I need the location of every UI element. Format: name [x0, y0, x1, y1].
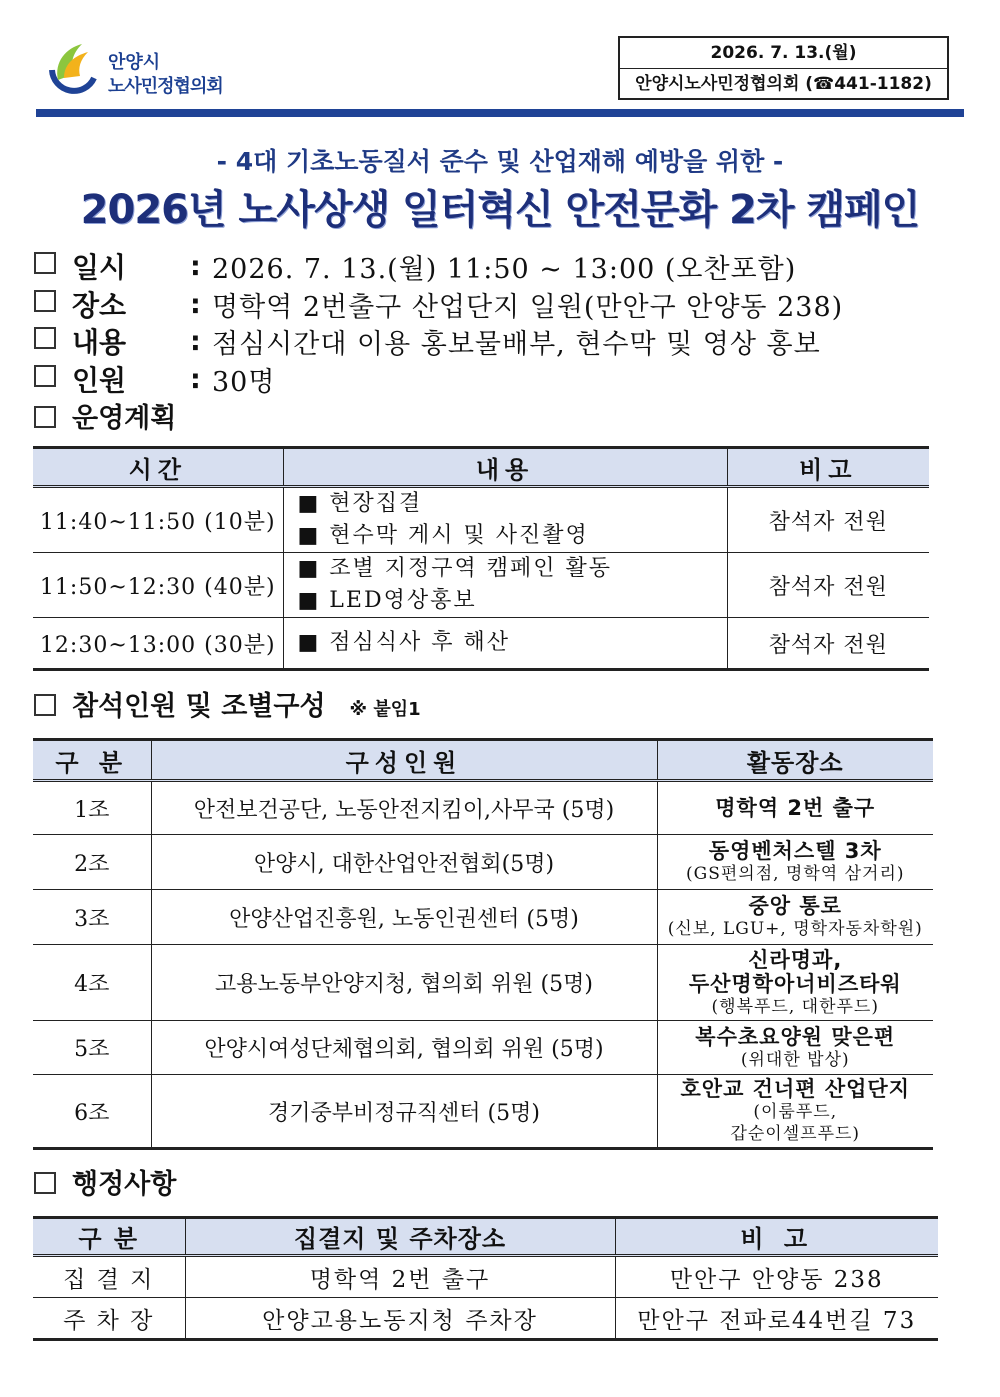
plan-note: 참석자 전원: [727, 487, 929, 553]
admin-note: 만안구 안양동 238: [615, 1256, 938, 1298]
table-header-row: [33, 740, 933, 781]
plan-time: 11:50~12:30 (40분): [33, 553, 283, 618]
date-contact-box: [618, 36, 949, 100]
table-row: [33, 1075, 933, 1149]
section-members: [34, 684, 421, 723]
admin-table: [33, 1216, 938, 1341]
checkbox-icon: [34, 406, 56, 428]
checkbox-icon: [34, 694, 56, 716]
column-header: 비 고: [615, 1218, 938, 1256]
column-header: 구 분: [33, 740, 151, 781]
column-header: 구성인원: [151, 740, 657, 781]
section-note: ※ 붙임1: [349, 699, 421, 720]
checkbox-icon: [34, 1172, 56, 1194]
place-main: 신라명과, 두산명학아너비즈타워: [688, 947, 902, 996]
group-id: 1조: [33, 781, 151, 835]
column-header: 활동장소: [657, 740, 933, 781]
plan-items: [283, 618, 727, 670]
section-plan: [34, 396, 176, 435]
place-sub: (신보, LGU+, 명학자동차학원): [667, 919, 923, 939]
group-place: [657, 781, 933, 835]
info-row-datetime: 일시 : 2026. 7. 13.(월) 11:50 ~ 13:00 (오찬포함): [34, 246, 796, 282]
info-value: 점심시간대 이용 홍보물배부, 현수막 및 영상 홍보: [212, 328, 821, 360]
checkbox-icon: [34, 365, 56, 387]
info-row-content: 내용 : 점심시간대 이용 홍보물배부, 현수막 및 영상 홍보: [34, 321, 821, 357]
group-members: 경기중부비정규직센터 (5명): [151, 1075, 657, 1149]
plan-note: 참석자 전원: [727, 553, 929, 618]
info-value: 30명: [212, 366, 276, 398]
group-place: [657, 835, 933, 890]
group-members: 안양시여성단체협의회, 협의회 위원 (5명): [151, 1021, 657, 1075]
plan-item: ■ 현수막 게시 및 사진촬영: [297, 523, 589, 548]
column-header: 내용: [283, 448, 727, 487]
admin-location: 명학역 2번 출구: [185, 1256, 615, 1298]
checkbox-icon: [34, 252, 56, 274]
group-id: 2조: [33, 835, 151, 890]
column-header: 구 분: [33, 1218, 185, 1256]
doc-date: 2026. 7. 13.(월): [620, 38, 947, 69]
info-key: 장소: [72, 289, 127, 322]
checkbox-icon: [34, 290, 56, 312]
plan-item: ■ 현장집결: [297, 491, 423, 516]
table-header-row: [33, 448, 929, 487]
group-place: [657, 890, 933, 945]
group-id: 4조: [33, 945, 151, 1021]
group-members: 안전보건공단, 노동안전지킴이,사무국 (5명): [151, 781, 657, 835]
plan-item: ■ 점심식사 후 해산: [297, 630, 511, 655]
info-row-place: 장소 : 명학역 2번출구 산업단지 일원(만안구 안양동 238): [34, 284, 843, 320]
group-place: [657, 1021, 933, 1075]
info-key: 인원: [72, 364, 127, 397]
column-header: 시간: [33, 448, 283, 487]
info-value: 명학역 2번출구 산업단지 일원(만안구 안양동 238): [212, 291, 844, 323]
plan-items: [283, 553, 727, 618]
page-title: 2026년 노사상생 일터혁신 안전문화 2차 캠페인: [80, 187, 920, 233]
admin-kind: 집 결 지: [33, 1256, 185, 1298]
group-members: 안양산업진흥원, 노동인권센터 (5명): [151, 890, 657, 945]
info-key: 일시: [72, 251, 127, 284]
plan-items: [283, 487, 727, 553]
place-sub: (행복푸드, 대한푸드): [711, 996, 879, 1017]
admin-note: 만안구 전파로44번길 73: [615, 1298, 938, 1340]
table-row: [33, 487, 929, 553]
place-main: 동영벤처스텔 3차: [708, 839, 882, 863]
place-main: 복수초요양원 맞은편: [695, 1024, 896, 1049]
table-row: [33, 618, 929, 670]
plan-item: ■ LED영상홍보: [297, 588, 477, 613]
column-header: 비고: [727, 448, 929, 487]
header-divider: [36, 109, 964, 117]
plan-time: 12:30~13:00 (30분): [33, 618, 283, 670]
table-row: [33, 781, 933, 835]
plan-time: 11:40~11:50 (10분): [33, 487, 283, 553]
group-members: 안양시, 대한산업안전협회(5명): [151, 835, 657, 890]
place-main: 명학역 2번 출구: [715, 796, 876, 820]
logo-org-text: 노사민정협의회: [108, 76, 223, 97]
logo-city-text: 안양시: [108, 52, 161, 73]
section-title: 행정사항: [72, 1169, 177, 1200]
table-row: [33, 1298, 938, 1340]
place-sub: (이룸푸드, 갑순이셀프푸드): [730, 1102, 861, 1144]
info-value: 2026. 7. 13.(월) 11:50 ~ 13:00 (오찬포함): [212, 253, 797, 285]
section-title: 운영계획: [72, 403, 177, 434]
plan-item: ■ 조별 지정구역 캠페인 활동: [297, 556, 613, 581]
group-table: [33, 738, 933, 1150]
group-place: [657, 1075, 933, 1149]
column-header: 집결지 및 주차장소: [185, 1218, 615, 1256]
section-admin: [34, 1162, 176, 1201]
doc-contact: 안양시노사민정협의회 (☎441-1182): [635, 74, 932, 94]
logo: [44, 36, 304, 106]
group-id: 3조: [33, 890, 151, 945]
table-row: [33, 835, 933, 890]
plan-table: [33, 446, 929, 671]
info-key: 내용: [72, 326, 127, 359]
checkbox-icon: [34, 327, 56, 349]
place-sub: (GS편의점, 명학역 삼거리): [686, 864, 905, 884]
logo-emblem-icon: [44, 40, 100, 100]
admin-location: 안양고용노동지청 주차장: [185, 1298, 615, 1340]
group-id: 5조: [33, 1021, 151, 1075]
table-row: [33, 890, 933, 945]
place-main: 호안교 건너편 산업단지: [680, 1077, 910, 1101]
group-place: [657, 945, 933, 1021]
plan-note: 참석자 전원: [727, 618, 929, 670]
table-row: [33, 1256, 938, 1298]
table-row: [33, 1021, 933, 1075]
admin-kind: 주 차 장: [33, 1298, 185, 1340]
group-id: 6조: [33, 1075, 151, 1149]
table-row: [33, 553, 929, 618]
section-title: 참석인원 및 조별구성: [72, 691, 326, 722]
place-main: 중앙 통로: [748, 894, 842, 918]
place-sub: (위대한 밥상): [740, 1049, 850, 1070]
info-row-headcount: 인원 : 30명: [34, 359, 275, 395]
subtitle: - 4대 기초노동질서 준수 및 산업재해 예방을 위한 -: [216, 147, 784, 176]
table-row: [33, 945, 933, 1021]
table-header-row: [33, 1218, 938, 1256]
group-members: 고용노동부안양지청, 협의회 위원 (5명): [151, 945, 657, 1021]
